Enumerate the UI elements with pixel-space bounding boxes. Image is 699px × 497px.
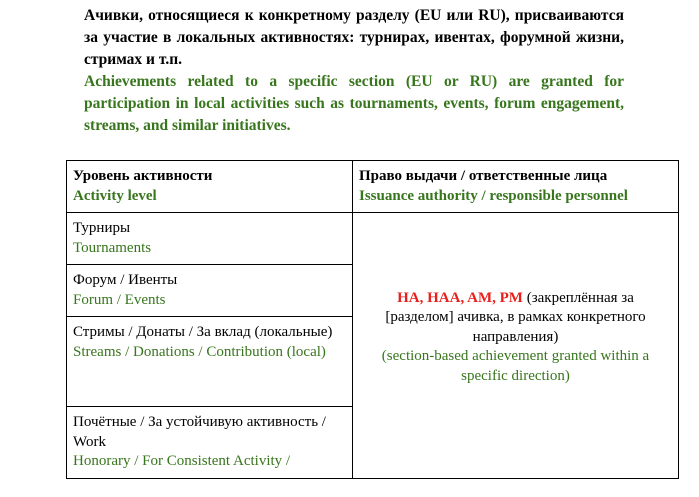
intro-text [84,5,624,137]
header-level-ru: Уровень активности [73,168,213,184]
level-en: Streams / Donations / Contribution (local) [73,343,326,360]
intro-en: Achievements related to a specific section (EU or RU) are granted for participation in local activities such as tournaments, events, forum engagement, streams, and similar initiatives. [84,73,624,134]
level-ru: Турниры [73,220,131,236]
table-header-row [67,161,679,213]
level-en: Honorary / For Consistent Activity / [73,453,291,469]
header-issuance-authority [353,161,679,213]
level-ru: Форум / Ивенты [73,272,178,288]
intro-ru: Ачивки, относящиеся к конкретному разделу (EU или RU), присваиваются за участие в локальных активностях: турнирах, ивентах, форумной жизни, стримах и т.п. [84,7,624,68]
level-cell-honorary [67,407,353,479]
header-authority-en: Issuance authority / responsible personnel [359,187,628,204]
authority-en: (section-based achievement granted within a specific direction) [381,348,650,384]
header-authority-ru: Право выдачи / ответственные лица [359,168,608,184]
authority-ru: (закреплённая за [разделом] ачивка, в рамках конкретного направления) [385,289,646,345]
header-level-en: Activity level [73,187,157,204]
level-en: Forum / Events [73,291,166,308]
level-en: Tournaments [73,239,152,256]
header-activity-level [67,161,353,213]
level-cell-tournaments [67,213,353,265]
authority-roles: HA, HAA, AM, PM [397,289,523,306]
level-ru: Стримы / Донаты / За вклад (локальные) [73,324,333,340]
level-cell-streams [67,317,353,407]
table-row [67,213,679,265]
level-cell-forum-events [67,265,353,317]
level-ru: Почётные / За устойчивую активность / Work [73,414,326,450]
authority-cell [353,213,679,479]
activity-level-table [66,160,679,479]
